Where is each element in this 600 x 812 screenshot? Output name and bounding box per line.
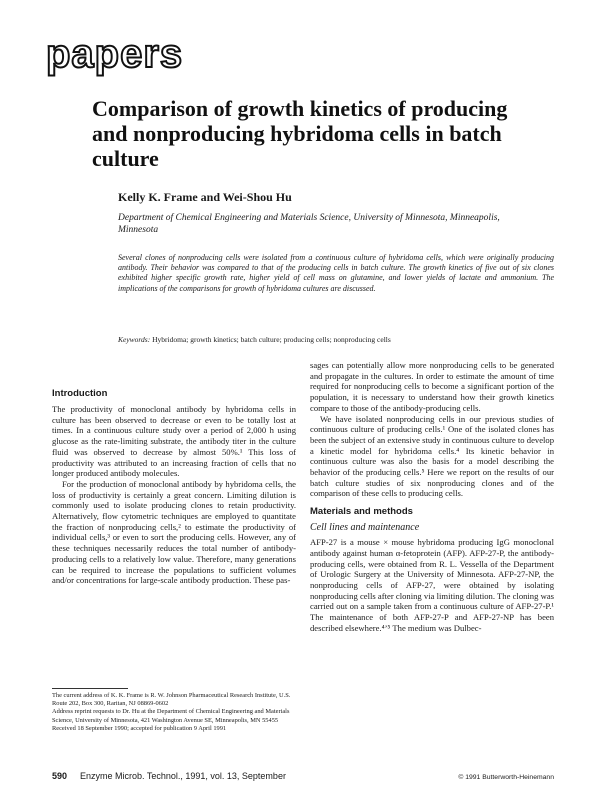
section-label-papers: papers [46, 32, 184, 76]
materials-heading: Materials and methods [310, 506, 413, 518]
left-column [52, 388, 296, 586]
keywords-label: Keywords: [118, 335, 151, 344]
page-number: 590 [52, 771, 68, 781]
right-column [310, 360, 554, 633]
keywords-text: Hybridoma; growth kinetics; batch culture; producing cells; nonproducing cells [152, 335, 391, 344]
intro-paragraph-2: For the production of monoclonal antibody by hybridoma cells, the loss of productivity is certainly a great concern. Limiting dilution is commonly used to isolate producing clones to retain productivity. Alternatively, flow cytometric techniques are employed to quantitate the fraction of nonproducing cells,² to estimate the productivity of individual cells,³ or even to sort the producing cells. However, any of these techniques necessarily reduces the total number of antibody-producing cells to a relatively low value. Therefore, many generations can be required to increase the populations to sufficient volumes and/or concentrations for large-scale antibody production. These pas- [52, 478, 296, 586]
abstract: Several clones of nonproducing cells were isolated from a continuous culture of hybridoma cells, which were originally producing antibody. Their behavior was compared to that of the producing cells in batch culture. The growth kinetics of five out of six clones exhibited higher specific growth rate, higher yield of cell mass on glutamine, and lower yields of lactate and ammonium. The implications of the comparisons for growth of hybridoma cultures are discussed. [118, 253, 554, 293]
authors: Kelly K. Frame and Wei-Shou Hu [118, 190, 292, 204]
footnote-rule [52, 688, 128, 689]
materials-subheading: Cell lines and maintenance [310, 522, 420, 534]
article-title: Comparison of growth kinetics of producing and nonproducing hybridoma cells in batch culture [92, 96, 508, 171]
keywords [118, 335, 554, 345]
materials-paragraph-1: AFP-27 is a mouse × mouse hybridoma producing IgG monoclonal antibody against human α-fetoprotein (AFP). AFP-27-P, the antibody-producing cells, were obtained from R. L. Vessella of the Department of Urologic Surgery at the University of Minnesota. AFP-27-NP, the nonproducing cells of AFP-27, were obtained by isolating nonproducing cells after cloning via limiting dilution. The cloning was carried out on a sample taken from a continuous culture of AFP-27-P.¹ The maintenance of both AFP-27-P and AFP-27-NP has been described elsewhere.⁴ʼ⁵ The medium was Dulbec- [310, 537, 554, 633]
intro-paragraph-3: sages can potentially allow more nonproducing cells to be generated and propagate in the cultures. In order to estimate the amount of time required for nonproducing cells to become a significant portion of the population, it is necessary to understand how their growth kinetics compare to those of the antibody-producing cells. [310, 360, 554, 413]
footnote: The current address of K. K. Frame is R. W. Johnson Pharmaceutical Research Institute, U.S. Route 202, Box 300, Raritan, NJ 08869-0602 Address reprint requests to Dr. Hu at the Department of Chemical Engineering and Materials Science, University of Minnesota, 421 Washington Avenue SE, Minneapolis, MN 55455 Received 18 September 1990; accepted for publication 9 April 1991 [52, 692, 291, 732]
intro-paragraph-1: The productivity of monoclonal antibody by hybridoma cells in culture has been observed to decrease or even to be totally lost at times. In a continuous culture study over a period of 2,000 h using glucose as the rate-limiting substrate, the antibody titer in the culture fluid was observed to decrease by almost 50%.¹ This loss of productivity was attributed to an increasing fraction of cells that no longer produced antibody molecules. [52, 404, 296, 479]
publisher-copyright: © 1991 Butterworth-Heinemann [458, 774, 554, 781]
intro-paragraph-4: We have isolated nonproducing cells in our previous studies of continuous culture of producing cells.¹ One of the isolated clones has been the subject of an extensive study in continuous culture to develop a kinetic model for hybridoma cells.⁴ Its kinetic behavior in continuous culture was also the basis for a model describing the behavior of the producing cells.⁵ Here we report on the results of our batch culture studies of six nonproducing clones and of the comparison of these cells to producing cells. [310, 413, 554, 499]
affiliation: Department of Chemical Engineering and Materials Science, University of Minnesota, Minneapolis, Minnesota [118, 213, 500, 235]
introduction-heading: Introduction [52, 388, 108, 399]
journal-citation: Enzyme Microb. Technol., 1991, vol. 13, September [80, 771, 286, 781]
